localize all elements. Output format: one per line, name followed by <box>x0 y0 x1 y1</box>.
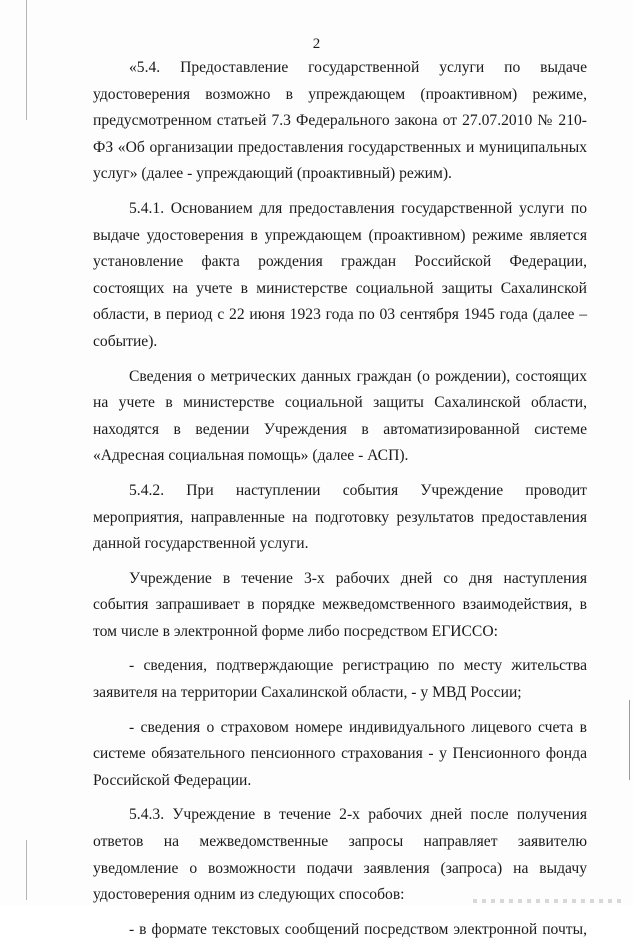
document-body <box>93 55 587 943</box>
paragraph-request: Учреждение в течение 3-х рабочих дней со дня наступления события запрашивает в порядке межведомственного взаимодействия, в том числе в электронной форме либо посредством ЕГИССО: <box>93 569 587 640</box>
scan-edge-artifact <box>26 0 27 120</box>
scan-edge-artifact <box>26 840 27 900</box>
paragraph-5-4-3: 5.4.3. Учреждение в течение 2-х рабочих дней после получения ответов на межведомственные запросы направляет заявителю уведомление о возможности подачи заявления (запроса) на выдачу удостоверения одним из следующих способов: <box>93 806 587 904</box>
paragraph-5-4-1: 5.4.1. Основанием для предоставления государственной услуги по выдаче удостоверения в упреждающем (проактивном) режиме является установление факта рождения граждан Российской Федерации, состоящих на учете в министерстве социальной защиты Сахалинской области, в период с 22 июня 1923 года по 03 сентября 1945 года (далее – событие). <box>93 199 587 350</box>
paragraph-5-4-2: 5.4.2. При наступлении события Учреждение проводит мероприятия, направленные на подготовку результатов предоставления данной государственной услуги. <box>93 481 587 553</box>
paragraph-5-4: «5.4. Предоставление государственной услуги по выдаче удостоверения возможно в упреждающем (проактивном) режиме, предусмотренном статьей 7.3 Федерального закона от 27.07.2010 № 210-ФЗ «Об организации предоставления государственных и муниципальных услуг» (далее - упреждающий (проактивный) режим). <box>93 59 587 183</box>
list-item-mvd: - сведения, подтверждающие регистрацию по месту жительства заявителя на территории Сахалинской области, - у МВД России; <box>93 657 587 702</box>
list-item-email: - в формате текстовых сообщений посредством электронной почты, <box>129 920 587 938</box>
page-number: 2 <box>312 36 321 52</box>
scan-edge-artifact <box>629 700 630 780</box>
paragraph-metric-data: Сведения о метрических данных граждан (о рождении), состоящих на учете в министерстве социальной защиты Сахалинской области, находятся в ведении Учреждения в автоматизированной системе «Адресная социальная помощь» (далее - АСП). <box>93 367 587 465</box>
list-item-pension-fund: - сведения о страховом номере индивидуального лицевого счета в системе обязательного пенсионного страхования - у Пенсионного фонда Российской Федерации. <box>93 718 587 789</box>
